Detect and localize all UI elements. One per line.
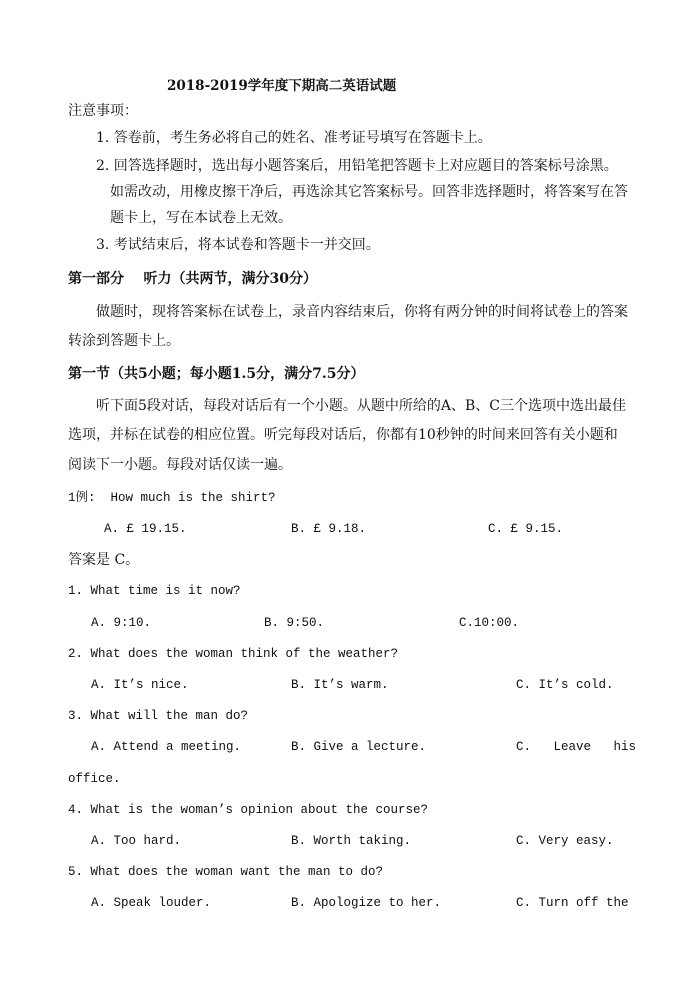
option-c: C. Turn off the	[516, 896, 629, 910]
example-answer: 答案是 C。	[68, 552, 140, 568]
notice-item: 1. 答卷前，考生务必将自己的姓名、准考证号填写在答题卡上。	[96, 130, 492, 146]
option-a: A. £ 19.15.	[104, 522, 187, 536]
question: 2. What does the woman think of the weather?	[68, 647, 399, 661]
question: 5. What does the woman want the man to do?	[68, 865, 384, 879]
option-a: A. Attend a meeting.	[91, 740, 242, 754]
option-c: C.10:00.	[459, 616, 520, 630]
part-intro: 做题时，现将答案标在试卷上，录音内容结束后，你将有两分钟的时间将试卷上的答案	[96, 304, 628, 320]
option-a: A. Too hard.	[91, 834, 182, 848]
part-heading: 第一部分 听力（共两节，满分30分）	[68, 271, 317, 287]
question: 4. What is the woman’s opinion about the course?	[68, 803, 429, 817]
option-b: B. Give a lecture.	[291, 740, 427, 754]
notice-item-continued: 如需改动，用橡皮擦干净后，再选涂其它答案标号。回答非选择题时，将答案写在答	[110, 184, 628, 200]
notice-heading: 注意事项：	[68, 103, 138, 119]
option-c-continued: office.	[68, 772, 121, 786]
option-b: B. £ 9.18.	[291, 522, 367, 536]
option-a: A. It’s nice.	[91, 678, 189, 692]
question: 1. What time is it now?	[68, 584, 241, 598]
option-b: B. Apologize to her.	[291, 896, 442, 910]
section-intro: 选项，并标在试卷的相应位置。听完每段对话后，你都有10秒钟的时间来回答有关小题和	[68, 427, 618, 443]
notice-item: 3. 考试结束后，将本试卷和答题卡一并交回。	[96, 237, 380, 253]
question: 3. What will the man do?	[68, 709, 249, 723]
part-intro: 转涂到答题卡上。	[68, 333, 180, 349]
option-b: B. Worth taking.	[291, 834, 412, 848]
section-heading: 第一节（共5小题；每小题1.5分，满分7.5分）	[68, 366, 365, 382]
option-a: A. 9:10.	[91, 616, 152, 630]
option-c: C. Very easy.	[516, 834, 614, 848]
option-a: A. Speak louder.	[91, 896, 212, 910]
option-c: C. It’s cold.	[516, 678, 614, 692]
option-c: C. Leave his	[516, 740, 637, 754]
option-b: B. It’s warm.	[291, 678, 389, 692]
notice-item-continued: 题卡上，写在本试卷上无效。	[110, 210, 292, 226]
example-question: 1例: How much is the shirt?	[68, 491, 276, 505]
section-intro: 听下面5段对话，每段对话后有一个小题。从题中所给的A、B、C三个选项中选出最佳	[96, 398, 627, 414]
section-intro: 阅读下一小题。每段对话仅读一遍。	[68, 457, 292, 473]
notice-item: 2. 回答选择题时，选出每小题答案后，用铅笔把答题卡上对应题目的答案标号涂黑。	[96, 158, 618, 174]
option-c: C. £ 9.15.	[488, 522, 564, 536]
page-title: 2018-2019学年度下期高二英语试题	[167, 78, 397, 94]
option-b: B. 9:50.	[264, 616, 325, 630]
